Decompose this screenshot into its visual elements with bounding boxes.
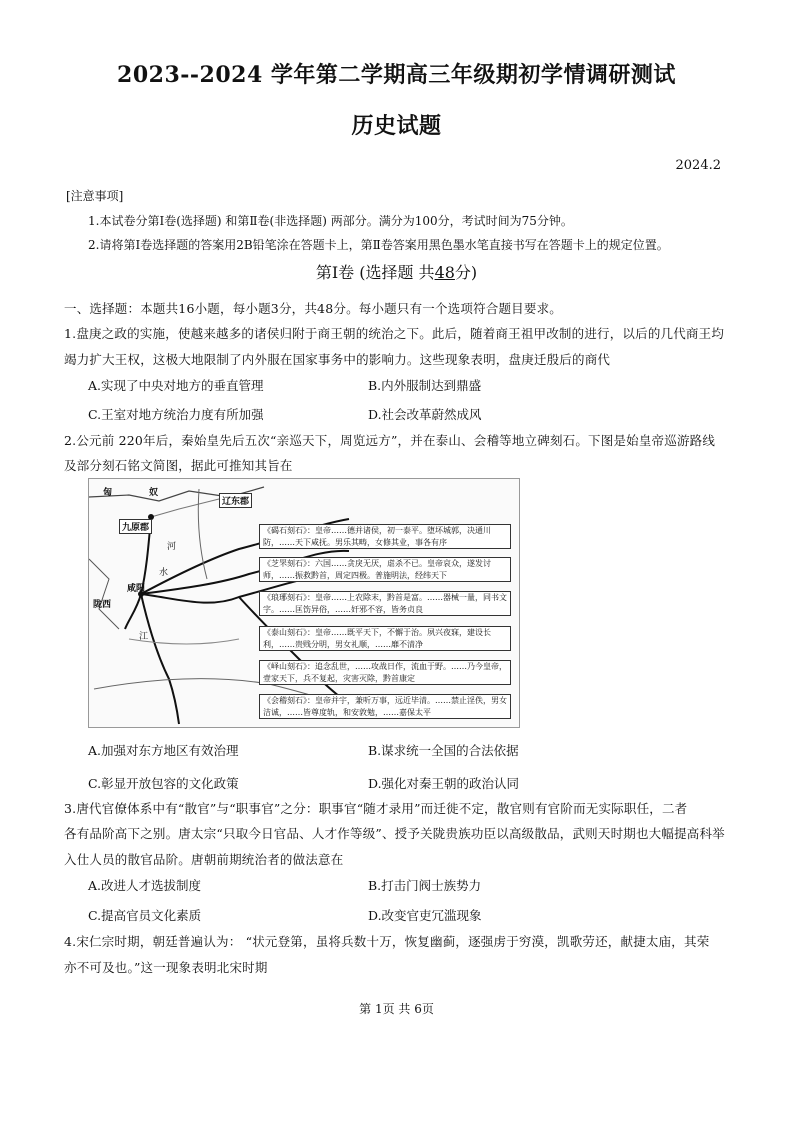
question-1-line: 1.盘庚之政的实施，使越来越多的诸侯归附于商王朝的统治之下。此后，随着商王祖甲改制的进行，以后的几代商王均 <box>64 326 725 341</box>
q1-option-c[interactable]: C.王室对地方统治力度有所加强 <box>88 407 264 422</box>
inscription-box: 《琅琊刻石》：皇帝……上农除末，黔首是富。……器械一量，同书文字。……匡饬异俗，……奸邪不容，皆务贞良 <box>259 591 511 616</box>
map-label-xiongnu: 奴 <box>149 488 159 498</box>
page-footer: 第 1页 共 6页 <box>359 1002 434 1016</box>
section-title <box>0 260 793 283</box>
note-item: 1.本试卷分第Ⅰ卷(选择题) 和第Ⅱ卷(非选择题) 两部分。满分为100分，考试时间为75分钟。 <box>88 214 573 228</box>
map-label-river: 河 <box>167 542 177 552</box>
section-title-prefix: 第Ⅰ卷 (选择题 共 <box>315 263 435 282</box>
map-label-jiuyuan: 九原郡 <box>119 519 152 534</box>
map-label-xiongnu: 匈 <box>103 488 113 498</box>
q2-option-c[interactable]: C.彰显开放包容的文化政策 <box>88 776 239 791</box>
map-label-jiang: 江 <box>139 632 149 642</box>
question-3-line: 3.唐代官僚体系中有“散官”与“职事官”之分：职事官“随才录用”而迁徙不定，散官则有官阶而无实际职任，二者 <box>64 801 688 816</box>
inscription-box: 《峄山刻石》：追念乱世，……攻战日作，流血于野。……乃今皇帝，壹家天下，兵不复起，灾害灭除，黔首康定 <box>259 660 511 685</box>
question-1-line: 竭力扩大王权，这极大地限制了内外服在国家事务中的影响力。这些现象表明，盘庚迁殷后的商代 <box>64 352 611 367</box>
inscription-box: 《会稽刻石》：皇帝并宇，兼听万事，远近毕清。……禁止淫佚，男女洁诚，……皆尊度轨，和安敦勉，……嘉保太平 <box>259 694 511 719</box>
question-4-line: 亦不可及也。”这一现象表明北宋时期 <box>64 960 268 975</box>
exam-title: 2023--2024 学年第二学期高三年级期初学情调研测试 <box>117 62 676 88</box>
q3-option-c[interactable]: C.提高官员文化素质 <box>88 908 202 923</box>
map-label-longxi: 陇西 <box>93 600 112 610</box>
question-2-line: 及部分刻石铭文简图，据此可推知其旨在 <box>64 458 293 473</box>
question-4-line: 4.宋仁宗时期，朝廷普遍认为： “状元登第，虽将兵数十万，恢复幽蓟，逐强虏于穷漠，凯歌劳还，献捷太庙，其荣 <box>64 934 710 949</box>
q3-option-b[interactable]: B.打击门阀士族势力 <box>368 878 482 893</box>
q2-option-a[interactable]: A.加强对东方地区有效治理 <box>88 743 239 758</box>
q2-option-d[interactable]: D.强化对秦王朝的政治认同 <box>368 776 520 791</box>
question-3-line: 入仕人员的散官品阶。唐朝前期统治者的做法意在 <box>64 852 344 867</box>
map-label-xianyang: 咸阳 <box>127 584 146 594</box>
inscription-box: 《碣石刻石》：皇帝……德并诸侯，初一泰平。堕坏城郭，决通川防，……天下咸抚。男乐其畴，女修其业，事各有序 <box>259 524 511 549</box>
q1-option-a[interactable]: A.实现了中央对地方的垂直管理 <box>88 378 264 393</box>
inscription-box: 《泰山刻石》：皇帝……既平天下，不懈于治。夙兴夜寐，建设长利，……贵贱分明，男女礼顺，……靡不清净 <box>259 626 511 651</box>
subject-title: 历史试题 <box>351 113 442 139</box>
q1-option-d[interactable]: D.社会改革蔚然成风 <box>368 407 482 422</box>
question-3-line: 各有品阶高下之别。唐太宗“只取今日官品、人才作等级”、授予关陇贵族功臣以高级散品，武则天时期也大幅提高科举 <box>64 826 725 841</box>
q1-option-b[interactable]: B.内外服制达到鼎盛 <box>368 378 482 393</box>
q2-option-b[interactable]: B.谋求统一全国的合法依据 <box>368 743 519 758</box>
qin-tour-map <box>88 478 520 728</box>
question-2-line: 2.公元前 220年后，秦始皇先后五次“亲巡天下，周览远方”，并在泰山、会稽等地立碑刻石。下图是始皇帝巡游路线 <box>64 433 716 448</box>
note-item: 2.请将第Ⅰ卷选择题的答案用2B铅笔涂在答题卡上，第Ⅱ卷答案用黑色墨水笔直接书写在答题卡上的规定位置。 <box>88 238 669 252</box>
map-label-liaodong: 辽东郡 <box>219 493 252 508</box>
notes-heading: [注意事项] <box>66 189 124 203</box>
section-title-suffix: 分) <box>454 263 478 282</box>
section-score: 48 <box>434 263 455 282</box>
q3-option-d[interactable]: D.改变官吏冗滥现象 <box>368 908 482 923</box>
inscription-box: 《芝罘刻石》：六国……贪戾无厌，虐杀不已。皇帝哀众，遂发讨师，……振救黔首，周定四极。普施明法，经纬天下 <box>259 557 511 582</box>
section-instruction: 一、选择题：本题共16小题，每小题3分，共48分。每小题只有一个选项符合题目要求。 <box>64 301 562 316</box>
map-label-water: 水 <box>159 568 169 578</box>
q3-option-a[interactable]: A.改进人才选拔制度 <box>88 878 202 893</box>
exam-date: 2024.2 <box>675 158 721 173</box>
